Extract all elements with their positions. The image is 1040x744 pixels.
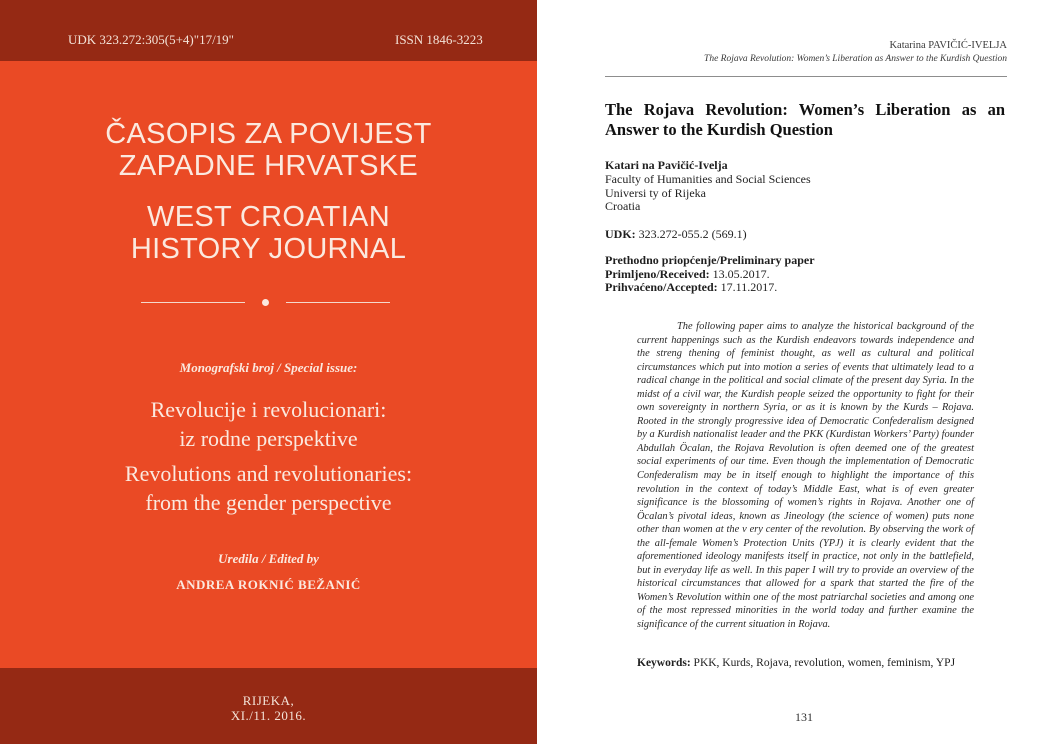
article-metadata — [605, 254, 815, 295]
cover-title-english-line: HISTORY JOURNAL — [130, 233, 407, 265]
header-rule — [605, 76, 1007, 77]
received-label: Primljeno/Received: — [605, 266, 710, 281]
cover-title-croatian-line: ČASOPIS ZA POVIJEST — [105, 118, 432, 150]
accepted-label: Prihvaćeno/Accepted: — [605, 280, 718, 295]
cover-title-croatian-line: ZAPADNE HRVATSKE — [118, 150, 419, 182]
udk-label: UDK: — [605, 227, 636, 241]
affiliation-line: Universi ty of Rijeka — [605, 185, 706, 200]
cover-imprint — [0, 693, 537, 723]
cover-editor-name: ANDREA ROKNIĆ BEŽANIĆ — [176, 577, 361, 592]
page-number: 131 — [795, 710, 813, 724]
abstract: The following paper aims to analyze the historical background of the current happenings such as the Kurdish endeavors towards independence and the streng thening of feminist thought, as well as cultural and political circumstances which put into motion a series of events that ultimately lead to a radical change in the political and social climate of the present day Syria. In the midst of a civil war, the Kurdish people seized the opportunity to fight for their own sovereignty in northern Syria, or as it is known by the Kurds – Rojava. Rooted in the strongly progressive idea of Democratic Confederalism designed by a Kurdish nationalist leader and the PKK (Kurdistan Workers’ Party) founder Abdullah Öcalan, the Rojava Revolution is often deemed one of the greatest social experiments of our time. Even though the implementation of Democratic Confederalism may be in itself enough to highlight the importance of this revolution in the context of today’s Middle East, what is of even greater significance is the blossoming of women’s rights in Rojava. Another one of Öcalan’s pivotal ideas, known as Jineology (the science of women) puts none other than women at the v ery center of the revolution. By observing the work of the all-female Women’s Protection Units (YPJ) it is clearly evident that the aforementioned ideology manifests itself in practice, not only in the battlefield, but in everyday life as well. In this paper I will try to provide an overview of the historical circumstances that allowed for a spark that started the fire of the Women’s Revolution within one of the most patriarchal societies and among one of the most repressed minorities in the world today and further examine the significance of the current situation in Rojava. — [637, 321, 974, 631]
paper-type: Prethodno priopćenje/Preliminary paper — [605, 253, 815, 267]
cover-subtitle-english-line: from the gender perspective — [145, 490, 392, 515]
cover-subtitle-croatian — [0, 395, 537, 453]
author-name: Katari na Pavičić-Ivelja — [605, 158, 728, 172]
cover-divider-dot — [262, 299, 269, 306]
cover-title-english-line: WEST CROATIAN — [147, 201, 390, 233]
affiliation-line: Faculty of Humanities and Social Sciences — [605, 171, 811, 186]
running-head-author: Katarina PAVIČIĆ-IVELJA — [889, 40, 1007, 51]
keywords-value: PKK, Kurds, Rojava, revolution, women, feminism, YPJ — [693, 657, 956, 669]
udk-classification — [605, 227, 747, 242]
cover-city: RIJEKA, — [242, 693, 295, 708]
udk-value: 323.272-055.2 (569.1) — [638, 227, 747, 241]
article-title: The Rojava Revolution: Women’s Liberation as an Answer to the Kurdish Question — [605, 100, 1005, 139]
cover-divider-right — [286, 302, 390, 303]
keywords-label: Keywords: — [637, 657, 691, 669]
keywords — [637, 657, 955, 669]
running-head-title: The Rojava Revolution: Women’s Liberation as Answer to the Kurdish Question — [704, 54, 1007, 64]
cover-udk-code: UDK 323.272:305(5+4)"17/19" — [68, 32, 234, 47]
cover-subtitle-croatian-line: iz rodne perspektive — [179, 426, 358, 451]
cover-subtitle-croatian-line: Revolucije i revolucionari: — [150, 397, 387, 422]
received-value: 13.05.2017. — [712, 266, 770, 281]
cover-title-english — [0, 201, 537, 265]
cover-subtitle-english — [0, 459, 537, 517]
cover-divider-left — [141, 302, 245, 303]
article-page — [537, 0, 1040, 744]
affiliation-line: Croatia — [605, 199, 641, 214]
cover-subtitle-english-line: Revolutions and revolutionaries: — [124, 461, 413, 486]
cover-edited-by-label: Uredila / Edited by — [218, 551, 319, 566]
accepted-value: 17.11.2017. — [720, 280, 778, 295]
received-date-row — [605, 268, 815, 282]
cover-special-issue-label: Monografski broj / Special issue: — [179, 360, 358, 375]
accepted-date-row — [605, 281, 815, 295]
cover-top-band — [0, 0, 537, 61]
cover-volume: XI./11. 2016. — [230, 708, 307, 723]
author-affiliation — [605, 159, 811, 214]
cover-issn: ISSN 1846-3223 — [395, 32, 483, 47]
cover-title-croatian — [0, 118, 537, 182]
